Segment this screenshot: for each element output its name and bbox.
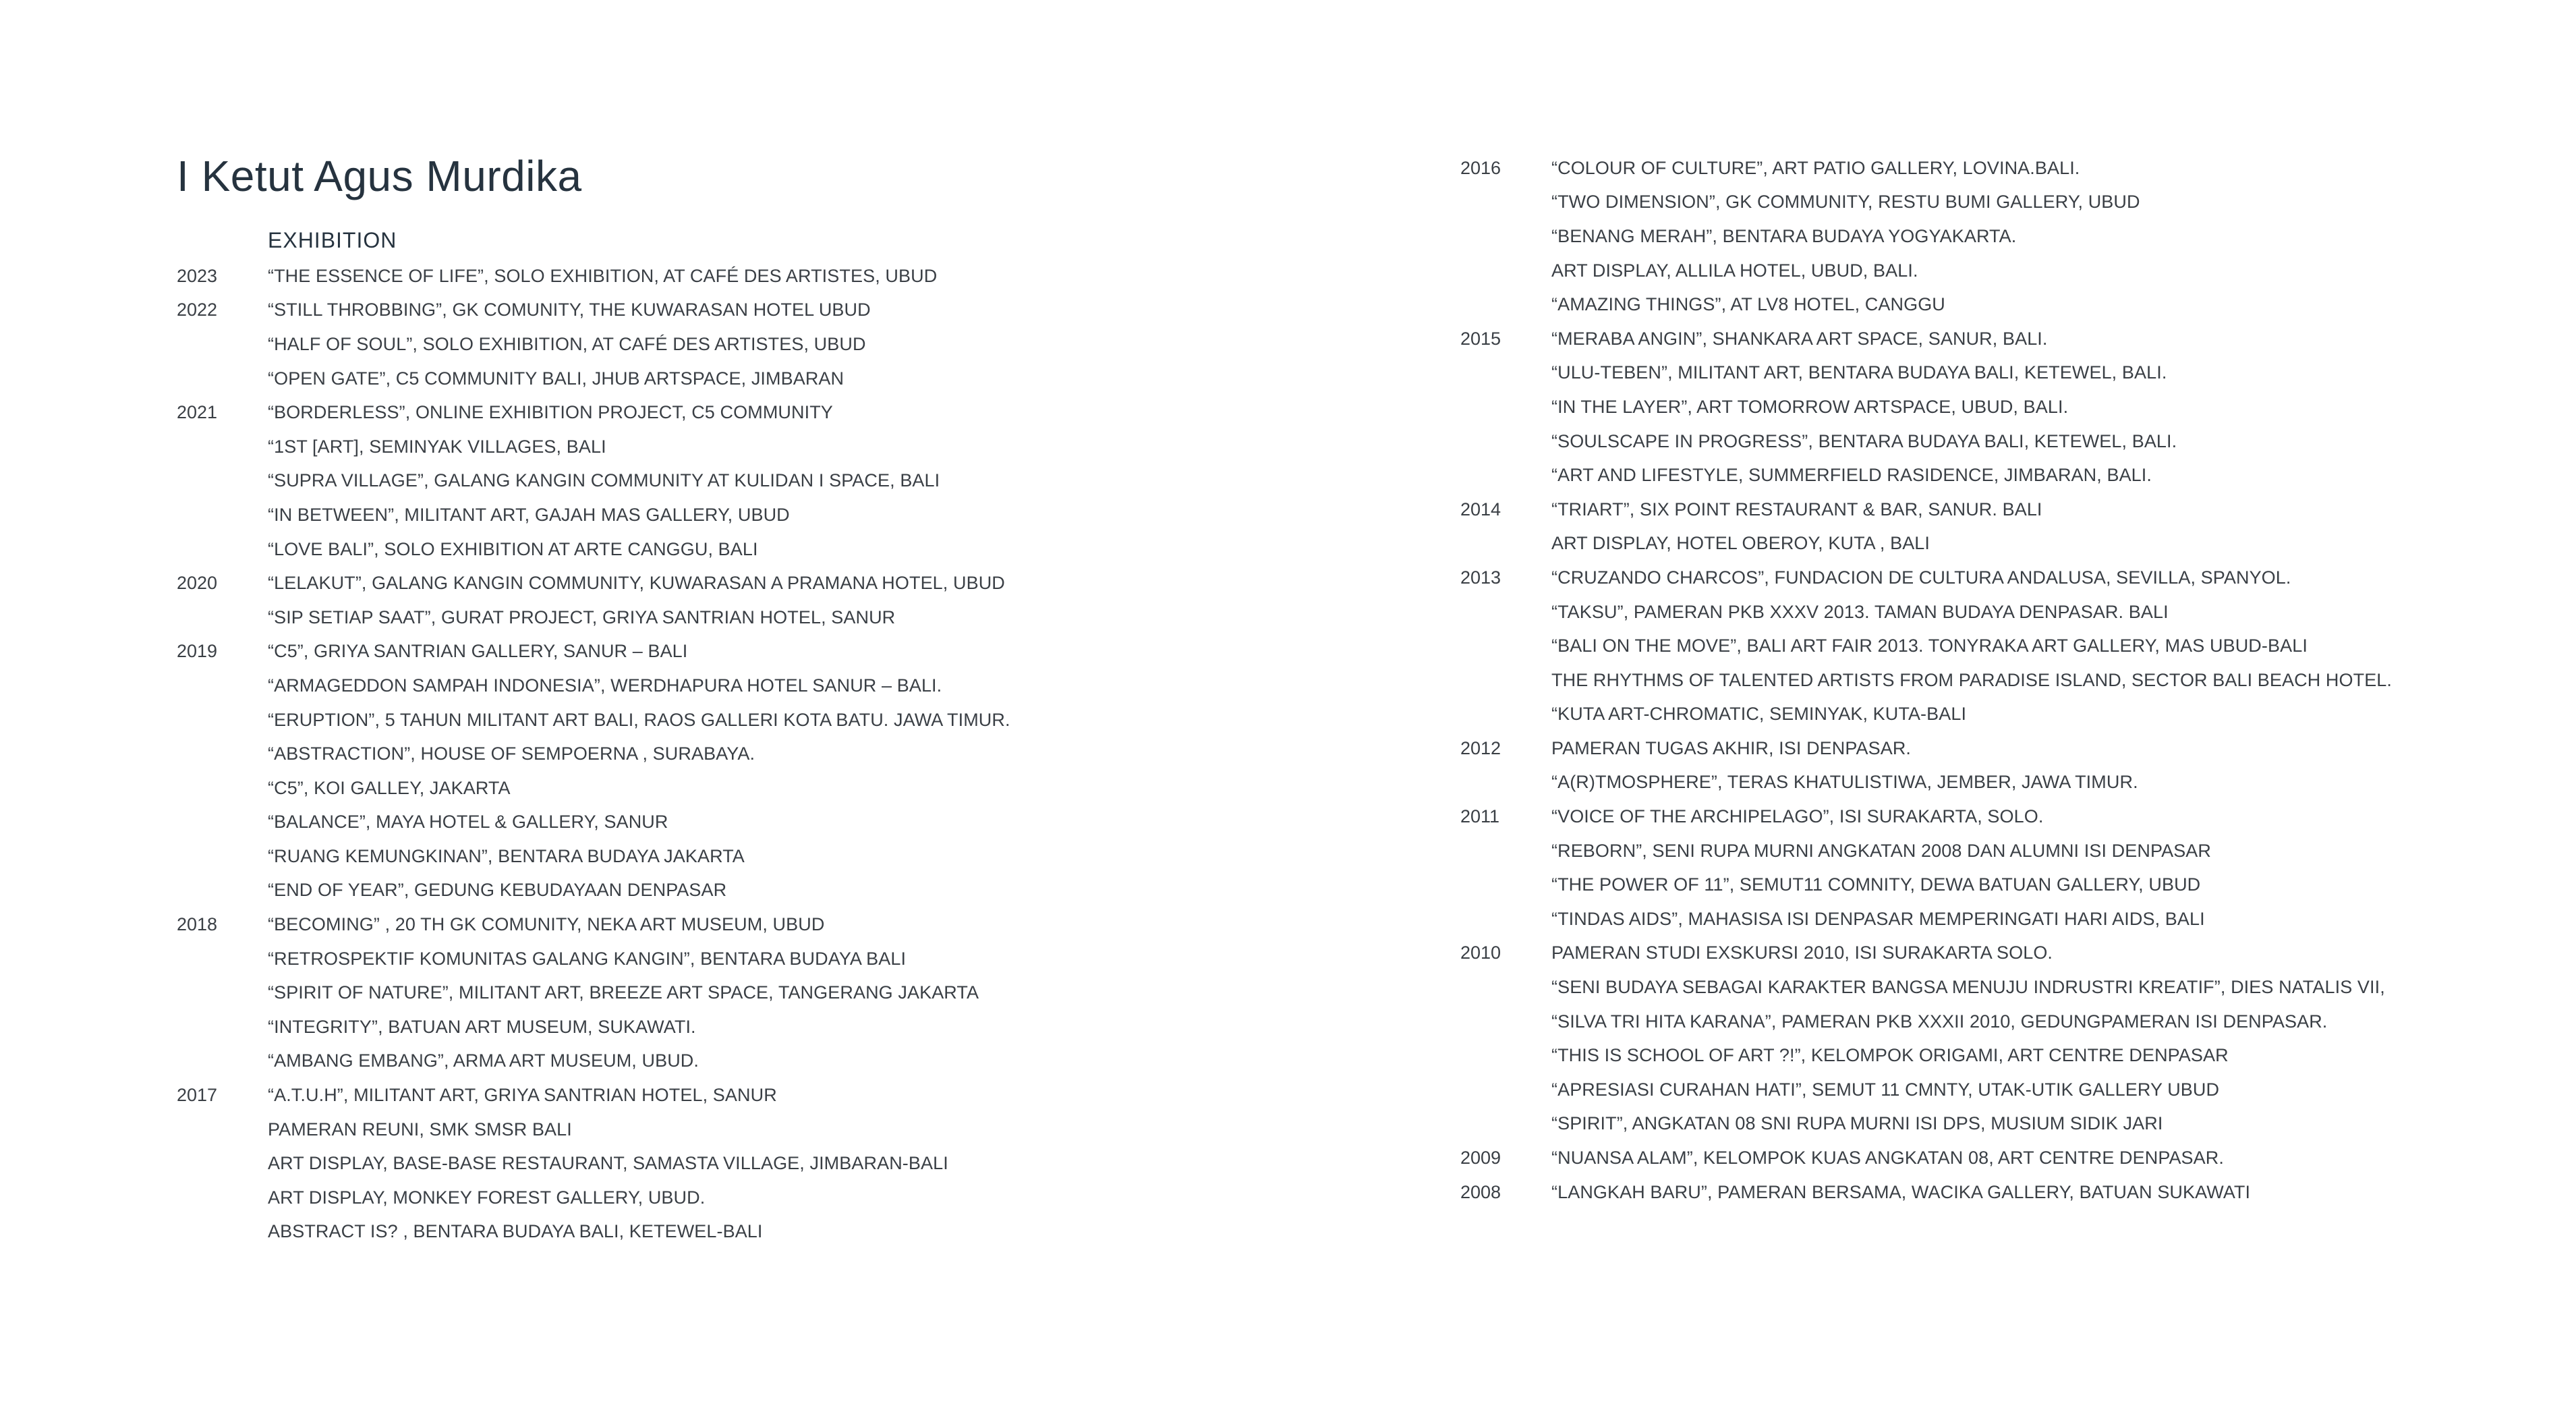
exhibition-text: “OPEN GATE”, C5 COMMUNITY BALI, JHUB ARTSPACE, JIMBARAN	[268, 368, 845, 389]
exhibition-text: “THE POWER OF 11”, SEMUT11 COMNITY, DEWA BATUAN GALLERY, UBUD	[1551, 874, 2201, 895]
exhibition-text: PAMERAN REUNI, SMK SMSR BALI	[268, 1119, 572, 1140]
exhibition-text: “BENANG MERAH”, BENTARA BUDAYA YOGYAKARTA.	[1551, 225, 2017, 246]
exhibition-year: 2021	[177, 402, 218, 423]
exhibition-text: “BALI ON THE MOVE”, BALI ART FAIR 2013. TONYRAKA ART GALLERY, MAS UBUD-BALI	[1551, 636, 2308, 656]
exhibition-year: 2020	[177, 573, 218, 594]
exhibition-text: “THE ESSENCE OF LIFE”, SOLO EXHIBITION, AT CAFÉ DES ARTISTES, UBUD	[268, 265, 938, 286]
exhibition-text: ABSTRACT IS? , BENTARA BUDAYA BALI, KETEWEL-BALI	[268, 1221, 763, 1242]
exhibition-year: 2023	[177, 265, 218, 286]
exhibition-entry	[177, 395, 1323, 430]
exhibition-year: 2013	[1460, 567, 1501, 588]
exhibition-text: “RUANG KEMUNGKINAN”, BENTARA BUDAYA JAKARTA	[268, 845, 745, 866]
exhibition-text: “TWO DIMENSION”, GK COMMUNITY, RESTU BUMI GALLERY, UBUD	[1551, 192, 2140, 213]
exhibition-year: 2018	[177, 914, 218, 935]
exhibition-entry	[1460, 731, 2567, 766]
exhibition-entry	[1460, 458, 2567, 493]
exhibition-text: “IN BETWEEN”, MILITANT ART, GAJAH MAS GALLERY, UBUD	[268, 504, 790, 525]
exhibition-entry	[177, 1044, 1323, 1079]
exhibition-text: “LANGKAH BARU”, PAMERAN BERSAMA, WACIKA GALLERY, BATUAN SUKAWATI	[1551, 1181, 2251, 1202]
exhibition-entry	[1460, 1107, 2567, 1142]
exhibition-text: “SPIRIT”, ANGKATAN 08 SNI RUPA MURNI ISI DPS, MUSIUM SIDIK JARI	[1551, 1113, 2163, 1134]
exhibition-text: “TAKSU”, PAMERAN PKB XXXV 2013. TAMAN BUDAYA DENPASAR. BALI	[1551, 601, 2169, 622]
exhibition-entry	[1460, 834, 2567, 868]
exhibition-year: 2015	[1460, 328, 1501, 349]
exhibition-entry	[177, 771, 1323, 806]
exhibition-text: “SIP SETIAP SAAT”, GURAT PROJECT, GRIYA SANTRIAN HOTEL, SANUR	[268, 607, 896, 627]
exhibition-year: 2011	[1460, 806, 1500, 827]
exhibition-text: “1ST [ART], SEMINYAK VILLAGES, BALI	[268, 436, 606, 457]
exhibition-text: “A.T.U.H”, MILITANT ART, GRIYA SANTRIAN HOTEL, SANUR	[268, 1085, 777, 1106]
exhibition-entry	[1460, 698, 2567, 732]
exhibition-year: 2008	[1460, 1181, 1501, 1202]
exhibition-entry	[1460, 1175, 2567, 1210]
exhibition-entry	[177, 464, 1323, 499]
exhibition-text: “IN THE LAYER”, ART TOMORROW ARTSPACE, UBUD, BALI.	[1551, 396, 2069, 417]
exhibition-entry	[1460, 219, 2567, 254]
exhibition-entry	[1460, 766, 2567, 800]
exhibition-entry	[177, 293, 1323, 328]
exhibition-text: “RETROSPEKTIF KOMUNITAS GALANG KANGIN”, BENTARA BUDAYA BALI	[268, 948, 907, 969]
artist-name-title: I Ketut Agus Murdika	[177, 152, 582, 200]
exhibition-entry	[1460, 970, 2567, 1005]
exhibition-text: “ERUPTION”, 5 TAHUN MILITANT ART BALI, RAOS GALLERI KOTA BATU. JAWA TIMUR.	[268, 709, 1010, 730]
exhibition-entry	[177, 874, 1323, 908]
exhibition-entry	[1460, 151, 2567, 186]
exhibition-text: “END OF YEAR”, GEDUNG KEBUDAYAAN DENPASAR	[268, 880, 727, 901]
exhibition-text: “THIS IS SCHOOL OF ART ?!”, KELOMPOK ORIGAMI, ART CENTRE DENPASAR	[1551, 1045, 2229, 1066]
exhibition-text: “KUTA ART-CHROMATIC, SEMINYAK, KUTA-BALI	[1551, 704, 1967, 725]
exhibition-year: 2016	[1460, 157, 1501, 178]
exhibition-entry	[177, 806, 1323, 840]
exhibition-entry	[1460, 322, 2567, 356]
exhibition-text: “SENI BUDAYA SEBAGAI KARAKTER BANGSA MENUJU INDRUSTRI KREATIF”, DIES NATALIS VII,	[1551, 977, 2385, 998]
exhibition-entry	[177, 259, 1323, 293]
exhibition-entry	[177, 907, 1323, 942]
exhibition-text: “TRIART”, SIX POINT RESTAURANT & BAR, SANUR. BALI	[1551, 499, 2042, 519]
exhibition-entry	[1460, 561, 2567, 595]
exhibition-entry	[177, 976, 1323, 1010]
exhibition-entry	[1460, 595, 2567, 629]
exhibition-entry	[177, 839, 1323, 874]
exhibition-text: “SPIRIT OF NATURE”, MILITANT ART, BREEZE ART SPACE, TANGERANG JAKARTA	[268, 982, 979, 1003]
exhibition-text: “COLOUR OF CULTURE”, ART PATIO GALLERY, LOVINA.BALI.	[1551, 157, 2080, 178]
exhibition-text: “SOULSCAPE IN PROGRESS”, BENTARA BUDAYA BALI, KETEWEL, BALI.	[1551, 430, 2177, 451]
exhibition-entry	[177, 1181, 1323, 1215]
exhibition-text: “APRESIASI CURAHAN HATI”, SEMUT 11 CMNTY, UTAK-UTIK GALLERY UBUD	[1551, 1079, 2220, 1100]
exhibition-list-left	[177, 259, 1323, 1249]
exhibition-text: “BORDERLESS”, ONLINE EXHIBITION PROJECT, C5 COMMUNITY	[268, 402, 833, 423]
exhibition-entry	[177, 362, 1323, 396]
exhibition-entry	[177, 327, 1323, 362]
exhibition-text: “ULU-TEBEN”, MILITANT ART, BENTARA BUDAYA BALI, KETEWEL, BALI.	[1551, 362, 2167, 383]
exhibition-entry	[1460, 902, 2567, 936]
exhibition-text: “AMAZING THINGS”, AT LV8 HOTEL, CANGGU	[1551, 294, 1945, 315]
exhibition-text: “MERABA ANGIN”, SHANKARA ART SPACE, SANUR, BALI.	[1551, 328, 2048, 349]
exhibition-text: ART DISPLAY, MONKEY FOREST GALLERY, UBUD.	[268, 1187, 706, 1208]
exhibition-text: “ART AND LIFESTYLE, SUMMERFIELD RASIDENCE, JIMBARAN, BALI.	[1551, 465, 2152, 486]
exhibition-entry	[177, 430, 1323, 464]
exhibition-year: 2010	[1460, 943, 1501, 963]
exhibition-entry	[1460, 936, 2567, 971]
exhibition-entry	[1460, 1073, 2567, 1107]
exhibition-entry	[177, 669, 1323, 703]
exhibition-entry	[177, 1010, 1323, 1044]
exhibition-text: “REBORN”, SENI RUPA MURNI ANGKATAN 2008 DAN ALUMNI ISI DENPASAR	[1551, 840, 2212, 861]
exhibition-year: 2012	[1460, 737, 1501, 758]
exhibition-text: ART DISPLAY, ALLILA HOTEL, UBUD, BALI.	[1551, 260, 1918, 281]
exhibition-year: 2019	[177, 641, 218, 662]
exhibition-year: 2014	[1460, 499, 1501, 519]
exhibition-text: “LOVE BALI”, SOLO EXHIBITION AT ARTE CANGGU, BALI	[268, 538, 758, 559]
exhibition-entry	[177, 532, 1323, 567]
exhibition-text: “INTEGRITY”, BATUAN ART MUSEUM, SUKAWATI.	[268, 1016, 696, 1037]
exhibition-entry	[1460, 1141, 2567, 1175]
exhibition-entry	[177, 1078, 1323, 1113]
exhibition-entry	[177, 635, 1323, 669]
exhibition-entry	[1460, 1005, 2567, 1039]
exhibition-entry	[177, 703, 1323, 737]
exhibition-text: “HALF OF SOUL”, SOLO EXHIBITION, AT CAFÉ DES ARTISTES, UBUD	[268, 333, 866, 354]
exhibition-year: 2017	[177, 1085, 218, 1106]
exhibition-text: ART DISPLAY, HOTEL OBEROY, KUTA , BALI	[1551, 533, 1930, 554]
exhibition-entry	[177, 498, 1323, 532]
exhibition-text: “AMBANG EMBANG”, ARMA ART MUSEUM, UBUD.	[268, 1050, 699, 1071]
exhibition-entry	[1460, 1038, 2567, 1073]
exhibition-text: “C5”, GRIYA SANTRIAN GALLERY, SANUR – BALI	[268, 641, 688, 662]
exhibition-entry	[177, 600, 1323, 635]
exhibition-entry	[1460, 390, 2567, 424]
exhibition-entry	[1460, 868, 2567, 902]
exhibition-text: PAMERAN TUGAS AKHIR, ISI DENPASAR.	[1551, 737, 1912, 758]
exhibition-text: “SUPRA VILLAGE”, GALANG KANGIN COMMUNITY AT KULIDAN I SPACE, BALI	[268, 470, 940, 491]
exhibition-text: ART DISPLAY, BASE-BASE RESTAURANT, SAMASTA VILLAGE, JIMBARAN-BALI	[268, 1153, 948, 1174]
exhibition-heading: EXHIBITION	[268, 228, 397, 252]
exhibition-entry	[1460, 663, 2567, 698]
exhibition-entry	[177, 566, 1323, 600]
exhibition-text: “CRUZANDO CHARCOS”, FUNDACION DE CULTURA ANDALUSA, SEVILLA, SPANYOL.	[1551, 567, 2291, 588]
exhibition-text: “A(R)TMOSPHERE”, TERAS KHATULISTIWA, JEMBER, JAWA TIMUR.	[1551, 772, 2138, 793]
exhibition-text: “STILL THROBBING”, GK COMUNITY, THE KUWARASAN HOTEL UBUD	[268, 300, 871, 320]
exhibition-text: THE RHYTHMS OF TALENTED ARTISTS FROM PARADISE ISLAND, SECTOR BALI BEACH HOTEL.	[1551, 669, 2393, 690]
exhibition-text: “C5”, KOI GALLEY, JAKARTA	[268, 777, 511, 798]
exhibition-text: “BALANCE”, MAYA HOTEL & GALLERY, SANUR	[268, 812, 668, 833]
exhibition-text: “SILVA TRI HITA KARANA”, PAMERAN PKB XXXII 2010, GEDUNGPAMERAN ISI DENPASAR.	[1551, 1011, 2328, 1032]
exhibition-entry	[1460, 799, 2567, 834]
exhibition-text: “TINDAS AIDS”, MAHASISA ISI DENPASAR MEMPERINGATI HARI AIDS, BALI	[1551, 908, 2205, 929]
exhibition-entry	[1460, 254, 2567, 288]
exhibition-text: “ARMAGEDDON SAMPAH INDONESIA”, WERDHAPURA HOTEL SANUR – BALI.	[268, 675, 942, 696]
exhibition-entry	[1460, 629, 2567, 663]
exhibition-entry	[1460, 356, 2567, 391]
exhibition-entry	[1460, 186, 2567, 220]
exhibition-text: “LELAKUT”, GALANG KANGIN COMMUNITY, KUWARASAN A PRAMANA HOTEL, UBUD	[268, 573, 1005, 594]
exhibition-text: PAMERAN STUDI EXSKURSI 2010, ISI SURAKARTA SOLO.	[1551, 943, 2053, 963]
exhibition-entry	[1460, 287, 2567, 322]
exhibition-list-right	[1460, 151, 2567, 1209]
exhibition-entry	[1460, 493, 2567, 527]
exhibition-entry	[177, 737, 1323, 771]
exhibition-entry	[1460, 424, 2567, 459]
exhibition-text: “ABSTRACTION”, HOUSE OF SEMPOERNA , SURABAYA.	[268, 743, 755, 764]
exhibition-year: 2022	[177, 300, 218, 320]
exhibition-entry	[1460, 527, 2567, 561]
exhibition-year: 2009	[1460, 1148, 1501, 1169]
exhibition-text: “VOICE OF THE ARCHIPELAGO”, ISI SURAKARTA, SOLO.	[1551, 806, 2044, 827]
exhibition-entry	[177, 1146, 1323, 1181]
exhibition-entry	[177, 1215, 1323, 1249]
exhibition-entry	[177, 1113, 1323, 1147]
exhibition-text: “BECOMING” , 20 TH GK COMUNITY, NEKA ART MUSEUM, UBUD	[268, 914, 825, 935]
exhibition-text: “NUANSA ALAM”, KELOMPOK KUAS ANGKATAN 08, ART CENTRE DENPASAR.	[1551, 1148, 2224, 1169]
exhibition-entry	[177, 942, 1323, 976]
